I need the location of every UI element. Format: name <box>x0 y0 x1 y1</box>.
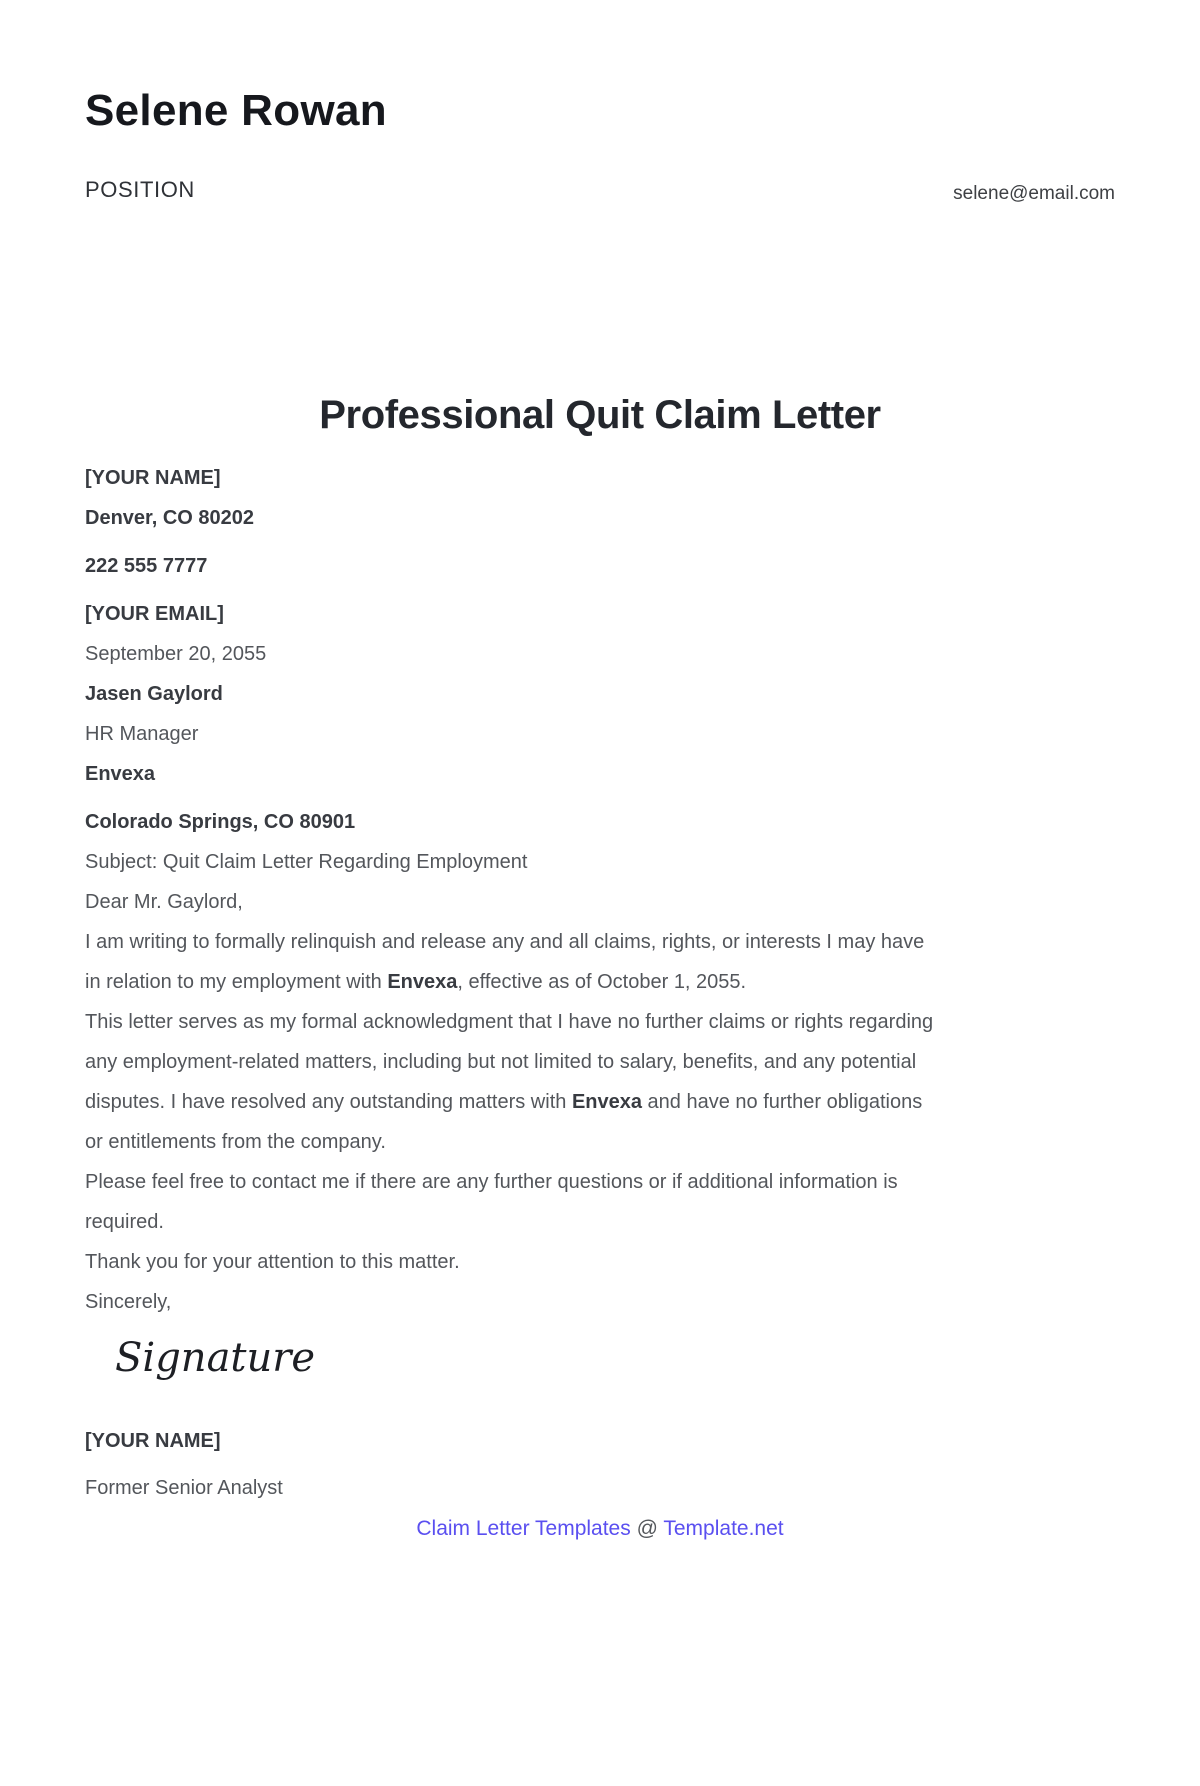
header-row <box>85 176 1115 204</box>
letter-line-segment: Sincerely, <box>85 1291 172 1313</box>
letter-line-segment: any employment-related matters, including but not limited to salary, benefits, and any potential <box>85 1051 917 1073</box>
letter-line-segment: Dear Mr. Gaylord, <box>85 891 243 913</box>
letter-line-segment: in relation to my employment with <box>85 971 388 993</box>
letter-line <box>85 922 1115 962</box>
letter-line-segment: Thank you for your attention to this matter. <box>85 1251 460 1273</box>
letter-line <box>85 962 1115 1002</box>
letter-line-segment: This letter serves as my formal acknowledgment that I have no further claims or rights regarding <box>85 1011 934 1033</box>
letter-line <box>85 1162 1115 1202</box>
letter-line-segment: or entitlements from the company. <box>85 1131 386 1153</box>
letter-line-segment: and have no further obligations <box>642 1091 923 1113</box>
signature-script: Signature <box>115 1335 316 1381</box>
letter-title: Professional Quit Claim Letter <box>319 393 881 437</box>
closing-name: [YOUR NAME] <box>85 1430 221 1452</box>
position-label: POSITION <box>85 177 195 202</box>
footer-link-claim-letter-templates[interactable]: Claim Letter Templates <box>416 1517 631 1540</box>
contact-line: Envexa <box>85 763 156 785</box>
contact-line: [YOUR NAME] <box>85 467 221 489</box>
letter-line-segment: Please feel free to contact me if there are any further questions or if additional information is <box>85 1171 898 1193</box>
letter-line-segment: disputes. I have resolved any outstanding matters with <box>85 1091 572 1113</box>
contact-line: 222 555 7777 <box>85 555 208 577</box>
contact-line: HR Manager <box>85 723 199 745</box>
letter-line-segment: , effective as of October 1, 2055. <box>457 971 747 993</box>
letter-line-bold-segment: Envexa <box>571 1091 642 1113</box>
closing-role: Former Senior Analyst <box>85 1477 283 1499</box>
footer-credit <box>85 1514 1115 1544</box>
letter-line <box>85 1082 1115 1122</box>
letter-line <box>85 1042 1115 1082</box>
footer-at-separator: @ <box>636 1517 658 1540</box>
letter-line <box>85 882 1115 922</box>
contact-line: Colorado Springs, CO 80901 <box>85 811 356 833</box>
email-text: selene@email.com <box>953 183 1115 204</box>
letter-line <box>85 1202 1115 1242</box>
contact-line: Jasen Gaylord <box>85 683 223 705</box>
contact-line: [YOUR EMAIL] <box>85 603 224 625</box>
letter-line <box>85 1242 1115 1282</box>
letter-line <box>85 1002 1115 1042</box>
letter-line <box>85 1122 1115 1162</box>
contact-line: Denver, CO 80202 <box>85 507 254 529</box>
contact-line: September 20, 2055 <box>85 643 267 665</box>
letter-content <box>0 86 1200 1544</box>
letter-line-segment: required. <box>85 1211 164 1233</box>
letter-line-segment: Subject: Quit Claim Letter Regarding Employment <box>85 851 528 873</box>
letter-page <box>0 86 1200 1786</box>
letter-body <box>85 842 1115 1322</box>
contact-block <box>85 458 1115 842</box>
profile-name-heading: Selene Rowan <box>85 86 387 135</box>
letter-line <box>85 1282 1115 1322</box>
footer-link-template-net[interactable]: Template.net <box>663 1517 784 1540</box>
letter-line <box>85 842 1115 882</box>
letter-line-bold-segment: Envexa <box>387 971 458 993</box>
letter-line-segment: I am writing to formally relinquish and release any and all claims, rights, or interests I may have <box>85 931 925 953</box>
